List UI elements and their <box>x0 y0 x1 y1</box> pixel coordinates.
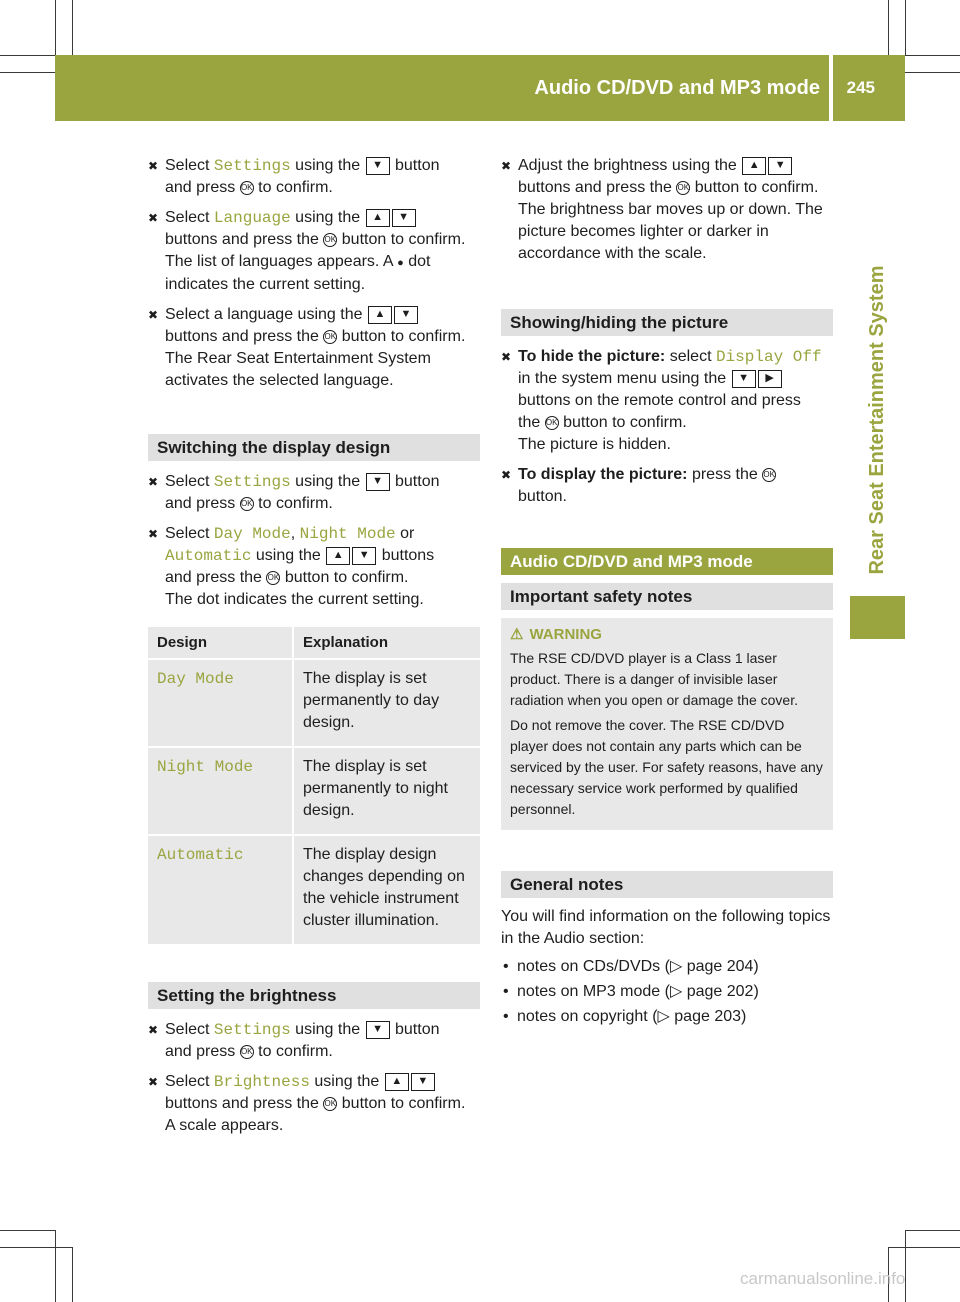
crop-mark <box>888 1247 960 1248</box>
right-column <box>501 155 833 1031</box>
crop-mark <box>888 0 889 55</box>
bullet-icon: • <box>503 983 509 1000</box>
down-key-icon: ▼ <box>392 209 416 227</box>
crop-mark <box>905 1230 906 1302</box>
page-number: 245 <box>846 78 875 97</box>
page-header <box>55 55 905 121</box>
crop-mark <box>55 0 56 55</box>
intro-text: You will find information on the following topics in the Audio section: <box>501 908 831 947</box>
menu-item-settings: Settings <box>213 1021 291 1039</box>
up-key-icon: ▲ <box>742 157 766 175</box>
menu-item-settings: Settings <box>213 157 291 175</box>
crop-mark <box>905 55 960 56</box>
warning-box <box>501 618 833 830</box>
table-cell-design: Day Mode <box>157 670 234 688</box>
crop-mark <box>0 1230 55 1231</box>
table-cell-explanation: The display is set permanently to day design. <box>293 659 480 747</box>
menu-item-night-mode: Night Mode <box>299 525 396 543</box>
section-heading: General notes <box>501 871 833 898</box>
warning-text: The RSE CD/DVD player is a Class 1 laser product. There is a danger of invisible laser radiation when you open or damage the cover. <box>510 650 798 708</box>
ok-button-icon: OK <box>762 468 776 482</box>
section-heading: Showing/hiding the picture <box>501 309 833 336</box>
instruction-step: ✖ Select Settings using the ▼ button and press OK to confirm. <box>148 157 440 196</box>
ok-button-icon: OK <box>323 1097 337 1111</box>
up-key-icon: ▲ <box>366 209 390 227</box>
instruction-step: ✖ Select Settings using the ▼ button and press OK to confirm. <box>148 473 440 512</box>
down-key-icon: ▼ <box>352 547 376 565</box>
page-title: Audio CD/DVD and MP3 mode <box>534 77 820 99</box>
list-item: • notes on MP3 mode (▷ page 202) <box>501 981 833 1003</box>
ok-button-icon: OK <box>266 571 280 585</box>
instruction-step: ✖ Select Brightness using the ▲ ▼ buttons and press the OK button to confirm. A scale appears. <box>148 1073 466 1134</box>
crop-mark <box>0 72 55 73</box>
ok-button-icon: OK <box>240 1045 254 1059</box>
up-key-icon: ▲ <box>368 306 392 324</box>
ok-button-icon: OK <box>323 233 337 247</box>
crop-mark <box>0 1247 72 1248</box>
table-cell-explanation: The display is set permanently to night design. <box>293 747 480 835</box>
down-key-icon: ▼ <box>732 370 756 388</box>
table-header-row <box>148 627 480 659</box>
section-heading: Switching the display design <box>148 434 480 461</box>
instruction-step: ✖ Adjust the brightness using the ▲ ▼ buttons and press the OK button to confirm. The brightness bar moves up or down. The picture becomes lighter or darker in accordance with the scale. <box>501 157 823 262</box>
section-heading: Important safety notes <box>501 583 833 610</box>
up-key-icon: ▲ <box>326 547 350 565</box>
header-divider <box>829 55 833 121</box>
left-column <box>148 155 480 1145</box>
arrow-icon: ✖ <box>148 159 159 173</box>
instruction-step: ✖ Select a language using the ▲ ▼ buttons and press the OK button to confirm. The Rear Seat Entertainment System activates the selected language. <box>148 306 466 389</box>
table-row <box>148 835 480 944</box>
menu-item-display-off: Display Off <box>715 348 822 366</box>
down-key-icon: ▼ <box>366 157 390 175</box>
arrow-icon: ✖ <box>148 1075 159 1089</box>
chapter-heading: Audio CD/DVD and MP3 mode <box>501 548 833 575</box>
table-cell-design: Night Mode <box>157 758 254 776</box>
menu-item-automatic: Automatic <box>165 547 252 565</box>
down-key-icon: ▼ <box>394 306 418 324</box>
table-row <box>148 747 480 835</box>
watermark: carmanualsonline.info <box>740 1269 906 1288</box>
bullet-icon: • <box>503 1008 509 1025</box>
instruction-step: ✖ To hide the picture: select Display Off in the system menu using the ▼ ▶ buttons on the remote control and press the OK button to confirm. The picture is hidden. <box>501 348 822 453</box>
arrow-icon: ✖ <box>148 211 159 225</box>
instruction-step: ✖ To display the picture: press the OK button. <box>501 466 775 505</box>
down-key-icon: ▼ <box>411 1073 435 1091</box>
ok-button-icon: OK <box>676 181 690 195</box>
crop-mark <box>0 55 55 56</box>
down-key-icon: ▼ <box>366 1021 390 1039</box>
bullet-icon: • <box>503 958 509 975</box>
menu-item-day-mode: Day Mode <box>213 525 291 543</box>
arrow-icon: ✖ <box>148 475 159 489</box>
section-heading: Setting the brightness <box>148 982 480 1009</box>
menu-item-settings: Settings <box>213 473 291 491</box>
ok-button-icon: OK <box>240 497 254 511</box>
table-row <box>148 659 480 747</box>
right-key-icon: ▶ <box>758 370 782 388</box>
instruction-step: ✖ Select Language using the ▲ ▼ buttons and press the OK button to confirm. The list of languages appears. A ● dot indicates the current setting. <box>148 209 466 293</box>
crop-mark <box>72 0 73 55</box>
warning-icon: ⚠ <box>510 626 524 643</box>
warning-title: WARNING <box>529 626 602 643</box>
arrow-icon: ✖ <box>501 468 512 482</box>
crop-mark <box>905 0 906 55</box>
table-header: Explanation <box>293 627 480 659</box>
dot-icon: ● <box>397 257 404 269</box>
crop-mark <box>55 1230 56 1302</box>
arrow-icon: ✖ <box>148 527 159 541</box>
ok-button-icon: OK <box>323 330 337 344</box>
arrow-icon: ✖ <box>148 1023 159 1037</box>
instruction-step: ✖ Select Day Mode, Night Mode or Automatic using the ▲ ▼ buttons and press the OK button to confirm. The dot indicates the current setting. <box>148 525 435 608</box>
list-item: • notes on copyright (▷ page 203) <box>501 1006 833 1028</box>
side-tab-label: Rear Seat Entertainment System <box>866 265 888 575</box>
down-key-icon: ▼ <box>366 473 390 491</box>
design-table <box>148 627 480 944</box>
side-tab-marker <box>850 596 905 639</box>
arrow-icon: ✖ <box>501 159 512 173</box>
up-key-icon: ▲ <box>385 1073 409 1091</box>
down-key-icon: ▼ <box>768 157 792 175</box>
arrow-icon: ✖ <box>148 308 159 322</box>
instruction-step: ✖ Select Settings using the ▼ button and press OK to confirm. <box>148 1021 440 1060</box>
crop-mark <box>905 72 960 73</box>
arrow-icon: ✖ <box>501 350 512 364</box>
table-cell-explanation: The display design changes depending on the vehicle instrument cluster illumination. <box>293 835 480 944</box>
menu-item-language: Language <box>213 209 291 227</box>
menu-item-brightness: Brightness <box>213 1073 310 1091</box>
ok-button-icon: OK <box>240 181 254 195</box>
warning-text: Do not remove the cover. The RSE CD/DVD player does not contain any parts which can be serviced by the user. For safety reasons, have any necessary service work performed by qualified personnel. <box>510 717 823 817</box>
crop-mark <box>72 1247 73 1302</box>
ok-button-icon: OK <box>545 416 559 430</box>
table-header: Design <box>148 627 293 659</box>
table-cell-design: Automatic <box>157 846 244 864</box>
list-item: • notes on CDs/DVDs (▷ page 204) <box>501 956 833 978</box>
crop-mark <box>905 1230 960 1231</box>
